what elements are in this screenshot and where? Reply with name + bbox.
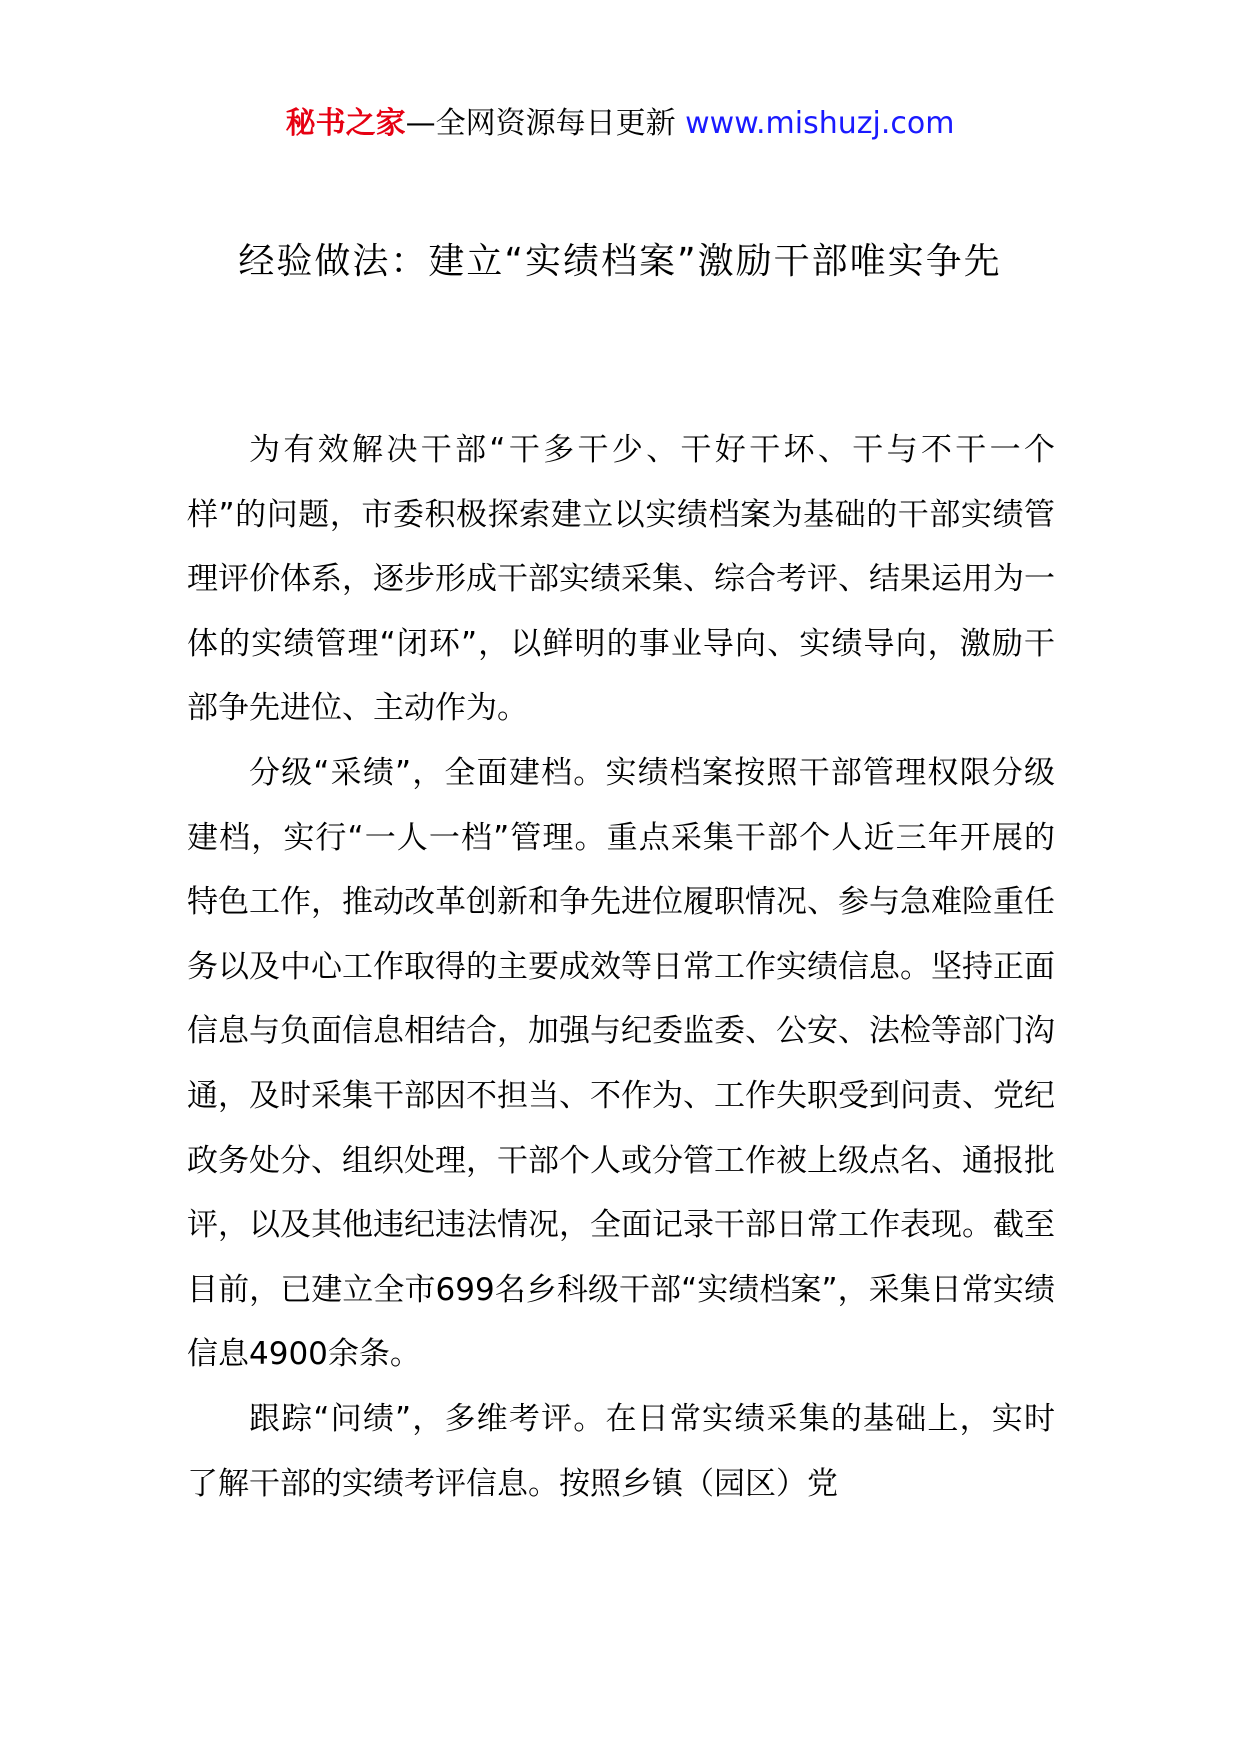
document-title: 经验做法：建立“实绩档案”激励干部唯实争先	[238, 241, 1002, 282]
document-body	[187, 418, 1055, 1516]
paragraph-intro: 为有效解决干部“干多干少、干好干坏、干与不干一个样”的问题，市委积极探索建立以实绩档案为基础的干部实绩管理评价体系，逐步形成干部实绩采集、综合考评、结果运用为一体的实绩管理“闭环”，以鲜明的事业导向、实绩导向，激励干部争先进位、主动作为。	[187, 432, 1055, 727]
paragraph-archiving: 分级“采绩”，全面建档。实绩档案按照干部管理权限分级建档，实行“一人一档”管理。重点采集干部个人近三年开展的特色工作，推动改革创新和争先进位履职情况、参与急难险重任务以及中心工作取得的主要成效等日常工作实绩信息。坚持正面信息与负面信息相结合，加强与纪委监委、公安、法检等部门沟通，及时采集干部因不担当、不作为、工作失职受到问责、党纪政务处分、组织处理，干部个人或分管工作被上级点名、通报批评，以及其他违纪违法情况，全面记录干部日常工作表现。截至目前，已建立全市699名乡科级干部“实绩档案”，采集日常实绩信息4900余条。	[187, 754, 1055, 1373]
site-url-link[interactable]: www.mishuzj.com	[685, 106, 955, 141]
brand-name: 秘书之家	[285, 106, 406, 141]
header-tagline: —全网资源每日更新	[405, 106, 676, 141]
paragraph-evaluation: 跟踪“问绩”，多维考评。在日常实绩采集的基础上，实时了解干部的实绩考评信息。按照乡镇（园区）党	[187, 1400, 1055, 1502]
site-header	[0, 98, 1240, 150]
